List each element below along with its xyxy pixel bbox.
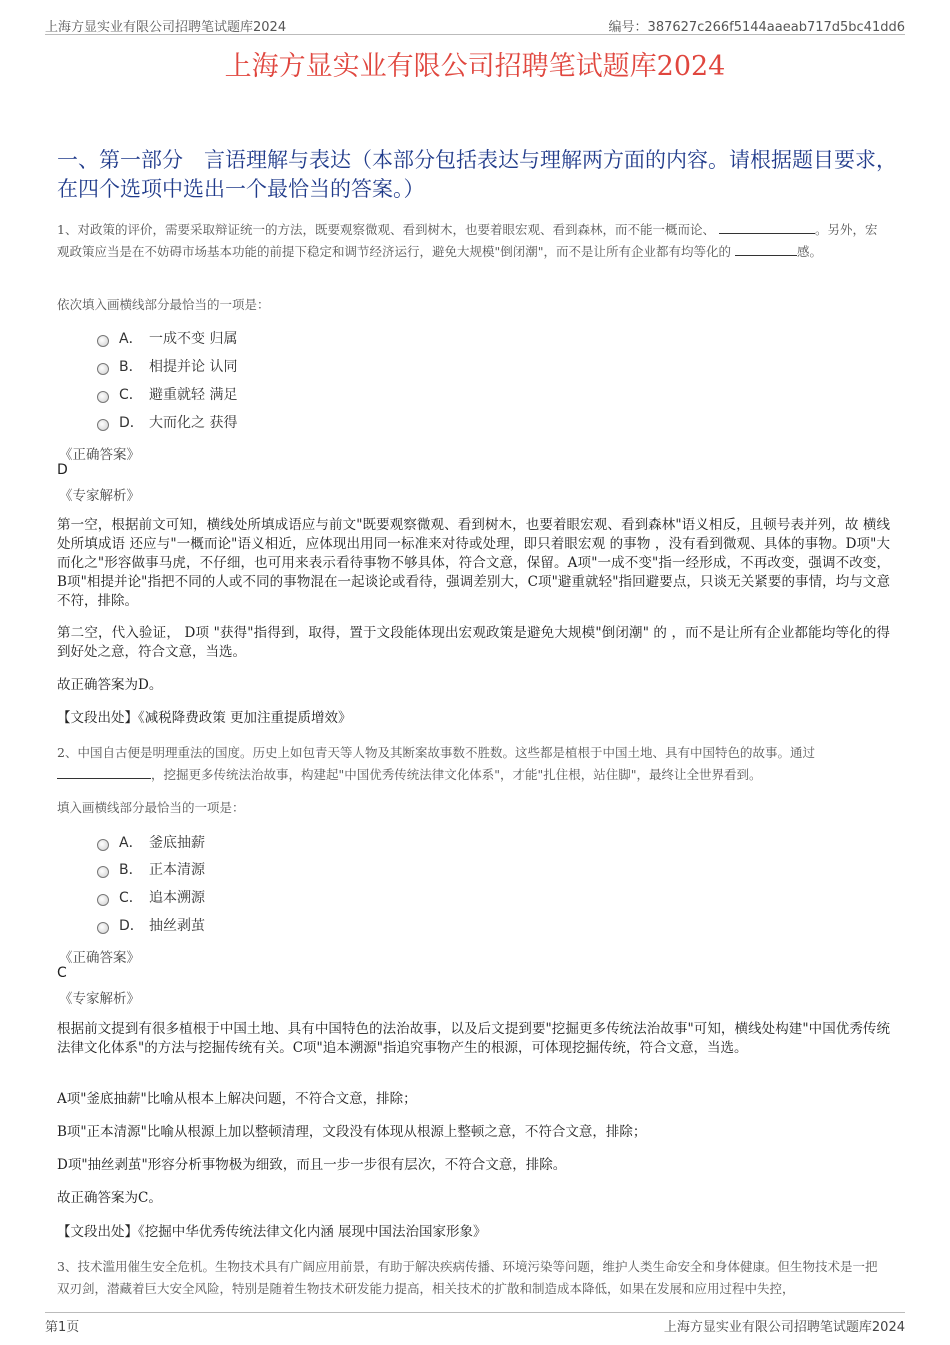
answer-label: 《正确答案》	[59, 950, 140, 966]
radio-icon[interactable]	[97, 419, 109, 431]
answer-blank	[735, 243, 797, 256]
analysis-paragraph: A项"釜底抽薪"比喻从根本上解决问题，不符合文意，排除；	[57, 1091, 417, 1107]
analysis-source: 【文段出处】《减税降费政策 更加注重提质增效》	[57, 710, 352, 726]
analysis-conclusion: 故正确答案为C。	[57, 1190, 162, 1206]
analysis-paragraph: B项"正本清源"比喻从根源上加以整顿清理，文段没有体现从根源上整顿之意，不符合文意，排除；	[57, 1124, 647, 1140]
option-a[interactable]: A． 一成不变 归属	[97, 329, 237, 349]
page-footer	[45, 1312, 905, 1335]
radio-icon[interactable]	[97, 335, 109, 347]
radio-icon[interactable]	[97, 839, 109, 851]
answer-value: D	[57, 462, 68, 478]
question-3-text: 3、技术滥用催生安全危机。生物技术具有广阔应用前景，有助于解决疾病传播、环境污染等问题，维护人类生命安全和身体健康。但生物技术是一把双刃剑，潜藏着巨大安全风险，特别是随着生物技术研发能力提高，相关技术的扩散和制造成本降低，如果在发展和应用过程中失控，	[57, 1259, 878, 1296]
option-d[interactable]: D． 大而化之 获得	[97, 413, 237, 433]
option-c[interactable]: C． 避重就轻 满足	[97, 385, 237, 405]
page-title: 上海方显实业有限公司招聘笔试题库2024	[224, 51, 726, 82]
option-c[interactable]: C． 追本溯源	[97, 888, 205, 908]
radio-icon[interactable]	[97, 391, 109, 403]
radio-icon[interactable]	[97, 363, 109, 375]
analysis-source: 【文段出处】《挖掘中华优秀传统法律文化内涵 展现中国法治国家形象》	[57, 1224, 487, 1240]
analysis-paragraph: 第二空，代入验证， D项 "获得"指得到，取得，置于文段能体现出宏观政策是避免大规模"倒闭潮" 的 ，而不是让所有企业都能均等化的得到好处之意，符合文意，当选。	[57, 625, 890, 660]
analysis-paragraph: D项"抽丝剥茧"形容分析事物极为细致，而且一步一步很有层次，不符合文意，排除。	[57, 1157, 567, 1173]
answer-blank	[57, 766, 151, 779]
answer-label: 《正确答案》	[59, 447, 140, 463]
footer-doc-title: 上海方显实业有限公司招聘笔试题库2024	[663, 1320, 905, 1335]
header-doc-id: 编号：387627c266f5144aaeab717d5bc41dd6	[608, 20, 905, 35]
analysis-label: 《专家解析》	[59, 991, 140, 1007]
page-number: 第1页	[45, 1320, 80, 1335]
option-d[interactable]: D． 抽丝剥茧	[97, 916, 205, 936]
option-b[interactable]: B． 相提并论 认同	[97, 357, 237, 377]
answer-blank	[719, 221, 815, 234]
analysis-paragraph: 根据前文提到有很多植根于中国土地、具有中国特色的法治故事，以及后文提到要"挖掘更多传统法治故事"可知，横线处构建"中国优秀传统法律文化体系"的方法与挖掘传统有关。C项"追本溯源"指追究事物产生的根源，可体现挖掘传统，符合文意，当选。	[57, 1021, 890, 1056]
question-1-text: 1、对政策的评价，需要采取辩证统一的方法，既要观察微观、看到树木，也要着眼宏观、看到森林，而不能一概而论、 。另外，宏观政策应当是在不妨碍市场基本功能的前提下稳定和调节经济运行，避免大规模"倒闭潮"，而不是让所有企业都有均等化的 感。	[57, 222, 878, 259]
page-header	[45, 14, 905, 35]
header-doc-title: 上海方显实业有限公司招聘笔试题库2024	[45, 20, 287, 35]
option-a[interactable]: A． 釜底抽薪	[97, 833, 205, 853]
radio-icon[interactable]	[97, 866, 109, 878]
section-title: 一、第一部分 言语理解与表达（本部分包括表达与理解两方面的内容。请根据题目要求，在四个选项中选出一个最恰当的答案。）	[57, 148, 897, 201]
analysis-conclusion: 故正确答案为D。	[57, 677, 163, 693]
analysis-label: 《专家解析》	[59, 488, 140, 504]
answer-value: C	[57, 965, 67, 981]
analysis-paragraph: 第一空，根据前文可知，横线处所填成语应与前文"既要观察微观、看到树木，也要着眼宏观、看到森林"语义相反，且顿号表并列，故 横线处所填成语 还应与"一概而论"语义相近，应体现出用同一标准来对待或处理，即只着眼宏观 的事物 ，没有看到微观、具体的事物。D项"大而化之"形容做事马虎，不仔细，也可用来表示看待事物不够具体，符合文意，保留。A项"一成不变"指一经形成，不再改变，强调不改变，B项"相提并论"指把不同的人或不同的事物混在一起谈论或看待，强调差别大，C项"避重就轻"指回避要点，只谈无关紧要的事情，均与文意不符，排除。	[57, 517, 890, 609]
radio-icon[interactable]	[97, 922, 109, 934]
option-b[interactable]: B． 正本清源	[97, 860, 205, 880]
question-2-text: 2、中国自古便是明理重法的国度。历史上如包青天等人物及其断案故事数不胜数。这些都是植根于中国土地、具有中国特色的故事。通过 ，挖掘更多传统法治故事，构建起"中国优秀传统法律文化体系"，才能"扎住根，站住脚"，最终让全世界看到。	[57, 745, 815, 782]
question-2-prompt: 填入画横线部分最恰当的一项是：	[57, 800, 245, 815]
radio-icon[interactable]	[97, 894, 109, 906]
question-1-prompt: 依次填入画横线部分最恰当的一项是：	[57, 297, 270, 312]
